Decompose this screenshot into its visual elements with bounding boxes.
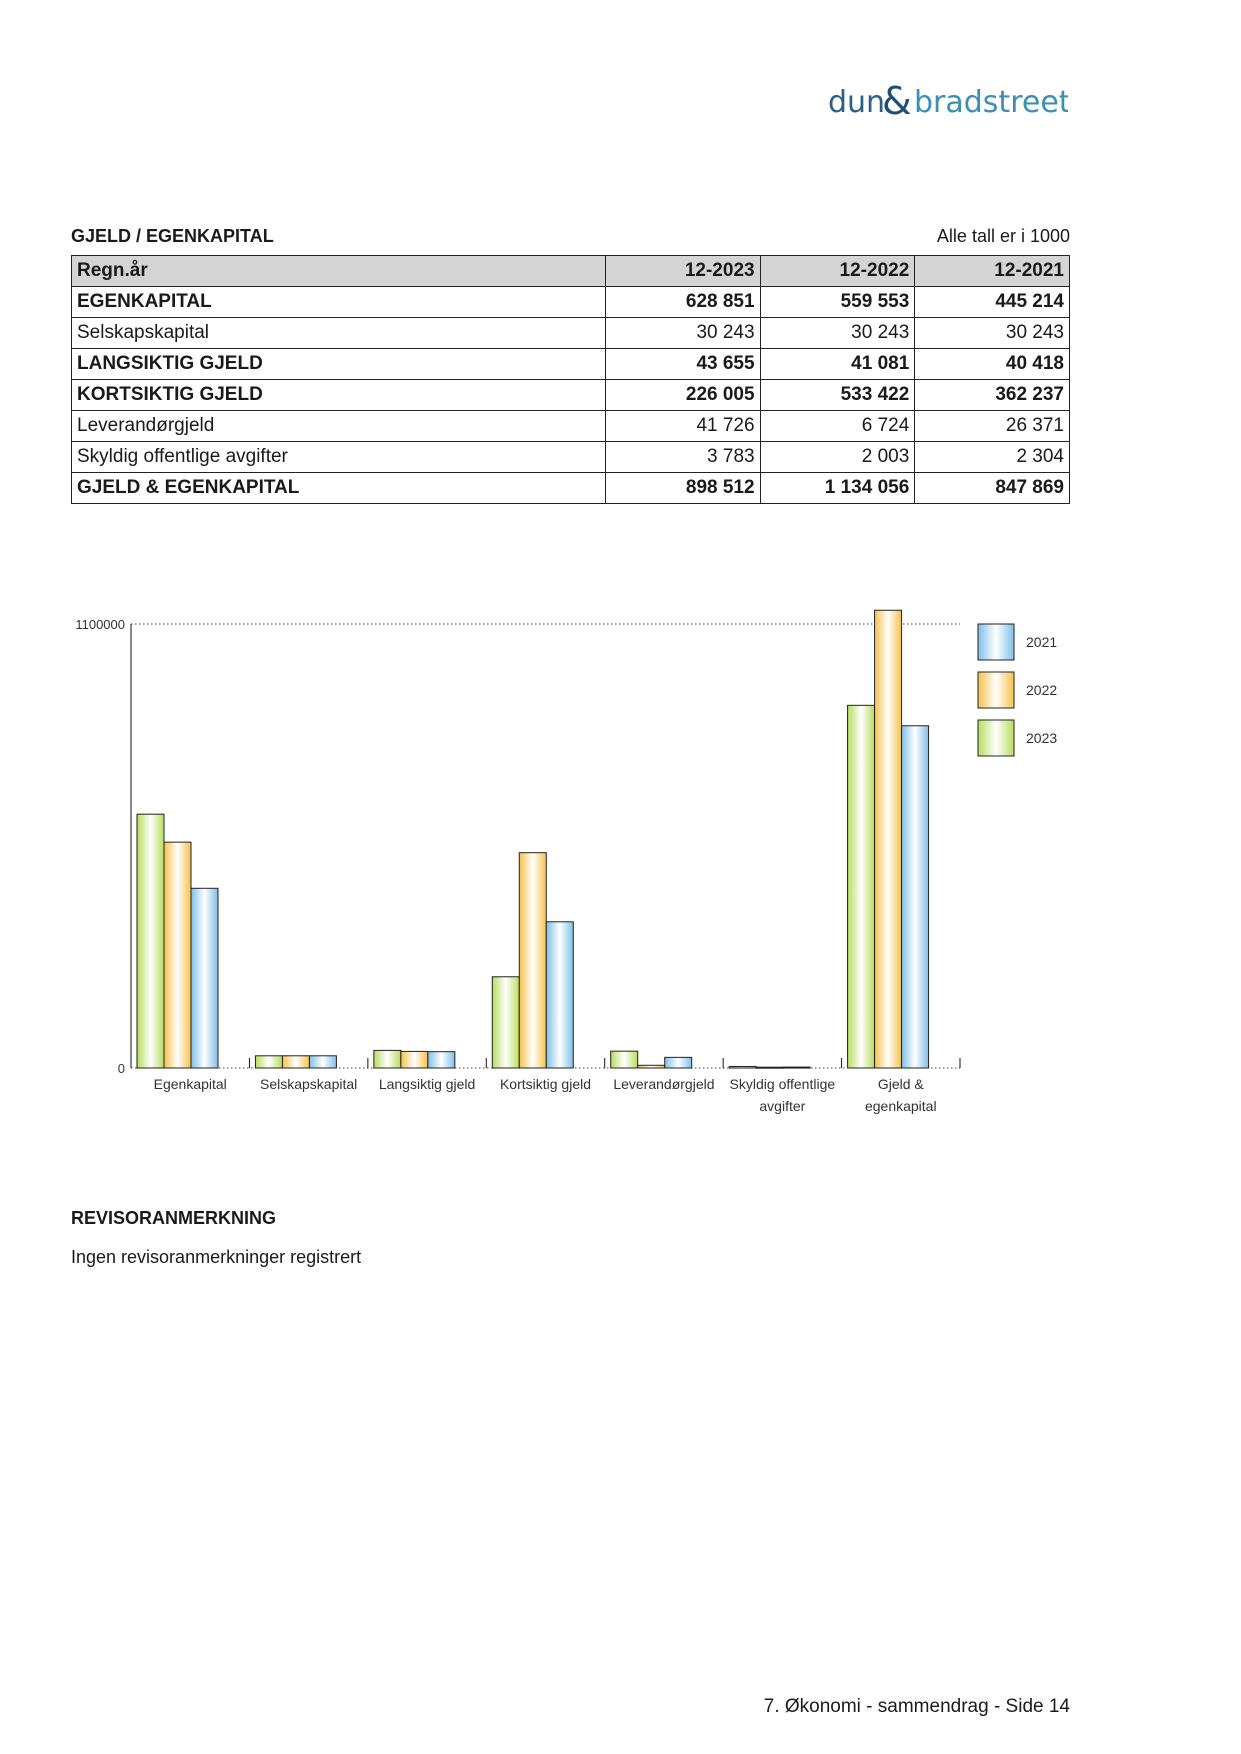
row-value: 41 081 bbox=[760, 349, 915, 380]
x-category-label: avgifter bbox=[759, 1098, 806, 1114]
legend-label: 2021 bbox=[1026, 634, 1058, 650]
finance-table bbox=[71, 255, 1070, 504]
bar-2022 bbox=[875, 610, 902, 1068]
legend-swatch-2022 bbox=[978, 672, 1014, 708]
row-value: 445 214 bbox=[915, 287, 1070, 318]
bar-2021 bbox=[902, 726, 929, 1068]
row-label: LANGSIKTIG GJELD bbox=[72, 349, 606, 380]
row-value: 6 724 bbox=[760, 411, 915, 442]
logo-text-bradstreet: bradstreet bbox=[914, 85, 1068, 120]
x-category-label: Leverandørgjeld bbox=[613, 1076, 715, 1092]
table-header-row bbox=[72, 256, 1070, 287]
page-footer: 7. Økonomi - sammendrag - Side 14 bbox=[763, 1696, 1070, 1717]
header-2022: 12-2022 bbox=[760, 256, 915, 287]
row-value: 898 512 bbox=[605, 473, 760, 504]
table-row bbox=[72, 318, 1070, 349]
row-label: GJELD & EGENKAPITAL bbox=[72, 473, 606, 504]
row-label: Leverandørgjeld bbox=[72, 411, 606, 442]
section-title: GJELD / EGENKAPITAL bbox=[71, 226, 274, 246]
bar-2022 bbox=[638, 1065, 665, 1068]
x-category-label: Selskapskapital bbox=[260, 1076, 358, 1092]
revisor-title: REVISORANMERKNING bbox=[71, 1208, 277, 1228]
row-value: 226 005 bbox=[605, 380, 760, 411]
row-value: 628 851 bbox=[605, 287, 760, 318]
bar-2023 bbox=[492, 977, 519, 1068]
row-value: 533 422 bbox=[760, 380, 915, 411]
bar-chart bbox=[60, 600, 1080, 1130]
bar-2021 bbox=[428, 1052, 455, 1068]
row-value: 362 237 bbox=[915, 380, 1070, 411]
x-category-label: Langsiktig gjeld bbox=[378, 1076, 476, 1092]
legend-label: 2022 bbox=[1026, 682, 1058, 698]
row-value: 1 134 056 bbox=[760, 473, 915, 504]
legend-swatch-2021 bbox=[978, 624, 1014, 660]
row-value: 3 783 bbox=[605, 442, 760, 473]
x-category-label: Kortsiktig gjeld bbox=[499, 1076, 592, 1092]
bar-2023 bbox=[255, 1056, 282, 1068]
bar-2023 bbox=[374, 1050, 401, 1068]
bar-2023 bbox=[137, 814, 164, 1068]
logo-ampersand: & bbox=[882, 79, 912, 123]
x-category-label: egenkapital bbox=[864, 1098, 937, 1114]
row-value: 2 003 bbox=[760, 442, 915, 473]
bar-2022 bbox=[282, 1056, 309, 1068]
header-2023: 12-2023 bbox=[605, 256, 760, 287]
y-tick-label: 1100000 bbox=[75, 617, 125, 632]
table-row bbox=[72, 287, 1070, 318]
x-category-label: Skyldig offentlige bbox=[729, 1076, 836, 1092]
table-row bbox=[72, 349, 1070, 380]
bar-chart-svg bbox=[60, 600, 1080, 1130]
row-value: 41 726 bbox=[605, 411, 760, 442]
units-note: Alle tall er i 1000 bbox=[936, 226, 1070, 246]
bar-2022 bbox=[519, 853, 546, 1068]
row-value: 43 655 bbox=[605, 349, 760, 380]
x-category-label: Gjeld & bbox=[877, 1076, 924, 1092]
y-tick-label: 0 bbox=[117, 1061, 125, 1076]
row-value: 847 869 bbox=[915, 473, 1070, 504]
row-value: 30 243 bbox=[605, 318, 760, 349]
table-row bbox=[72, 442, 1070, 473]
row-label: EGENKAPITAL bbox=[72, 287, 606, 318]
table-row bbox=[72, 411, 1070, 442]
table-row bbox=[72, 473, 1070, 504]
dun-bradstreet-logo bbox=[828, 76, 1068, 126]
row-label: Selskapskapital bbox=[72, 318, 606, 349]
bar-2022 bbox=[756, 1067, 783, 1068]
bar-2023 bbox=[611, 1051, 638, 1068]
row-label: KORTSIKTIG GJELD bbox=[72, 380, 606, 411]
row-value: 30 243 bbox=[915, 318, 1070, 349]
bar-2021 bbox=[783, 1067, 810, 1068]
table-row bbox=[72, 380, 1070, 411]
header-2021: 12-2021 bbox=[915, 256, 1070, 287]
bar-2023 bbox=[848, 705, 875, 1068]
bar-2021 bbox=[309, 1056, 336, 1068]
header-regnar: Regn.år bbox=[72, 256, 606, 287]
x-category-label: Egenkapital bbox=[153, 1076, 227, 1092]
row-value: 2 304 bbox=[915, 442, 1070, 473]
row-value: 26 371 bbox=[915, 411, 1070, 442]
row-value: 40 418 bbox=[915, 349, 1070, 380]
bar-2022 bbox=[164, 842, 191, 1068]
revisor-text: Ingen revisoranmerkninger registrert bbox=[71, 1247, 362, 1267]
row-value: 30 243 bbox=[760, 318, 915, 349]
row-label: Skyldig offentlige avgifter bbox=[72, 442, 606, 473]
bar-2023 bbox=[729, 1066, 756, 1068]
row-value: 559 553 bbox=[760, 287, 915, 318]
bar-2021 bbox=[665, 1057, 692, 1068]
legend-label: 2023 bbox=[1026, 730, 1058, 746]
logo-text-dun: dun bbox=[828, 85, 886, 120]
legend-swatch-2023 bbox=[978, 720, 1014, 756]
bar-2022 bbox=[401, 1051, 428, 1068]
bar-2021 bbox=[191, 888, 218, 1068]
bar-2021 bbox=[546, 922, 573, 1068]
